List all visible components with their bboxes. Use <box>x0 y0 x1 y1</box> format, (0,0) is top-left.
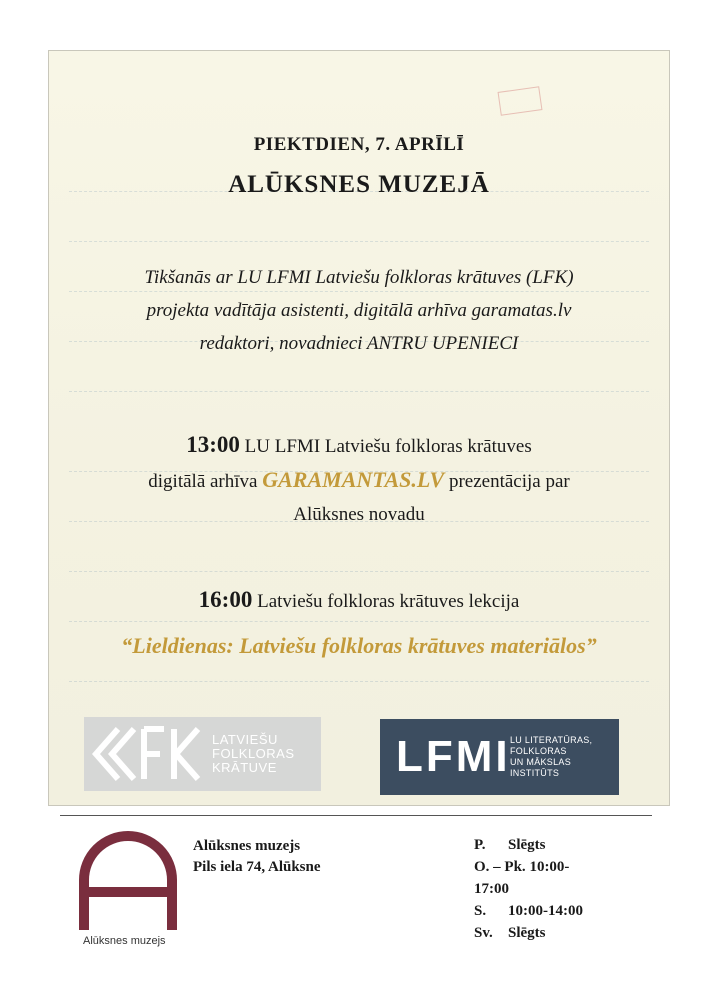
lfk-logo-line: KRĀTUVE <box>212 760 277 775</box>
museum-logo-icon <box>76 830 180 930</box>
talk-1-line1: LU LFMI Latviešu folkloras krātuves <box>239 436 532 457</box>
hours-day: O. – Pk. <box>474 859 526 875</box>
hours-day: Sv. <box>474 925 493 941</box>
manuscript-line <box>69 241 649 242</box>
museum-caption: Alūksnes muzejs <box>83 935 166 947</box>
footer-divider <box>60 815 652 816</box>
manuscript-line <box>69 391 649 392</box>
intro-line: Tikšanās ar LU LFMI Latviešu folkloras krātuves (LFK) <box>144 267 574 288</box>
hours-row <box>474 900 583 922</box>
hours-row <box>474 856 583 900</box>
talk-1 <box>49 428 669 531</box>
museum-address <box>193 836 321 878</box>
hours-row <box>474 834 583 856</box>
lfk-chevron-icon <box>84 717 204 791</box>
hours-row <box>474 922 583 944</box>
lfmi-logo-line: FOLKLORAS <box>510 746 567 756</box>
manuscript-line <box>69 571 649 572</box>
garamantas-link: GARAMANTAS.LV <box>262 467 445 492</box>
talk-1-line3: Alūksnes novadu <box>293 504 425 525</box>
talk-1-time: 13:00 <box>186 432 240 457</box>
lfk-logo-line: FOLKLORAS <box>212 746 295 761</box>
hours-day: P. <box>474 837 486 853</box>
talk-1-line2-post: prezentācija par <box>444 471 570 492</box>
talk-2-text: Latviešu folkloras krātuves lekcija <box>252 591 520 612</box>
lfmi-logo-line: UN MĀKSLAS <box>510 757 572 767</box>
hours-day: S. <box>474 903 487 919</box>
talk-1-line2-pre: digitālā arhīva <box>148 471 263 492</box>
intro-line: projekta vadītāja asistenti, digitālā arhīva garamatas.lv <box>146 300 572 321</box>
lfk-logo-text <box>212 733 295 775</box>
lfk-logo-line: LATVIEŠU <box>212 732 278 747</box>
event-poster <box>48 50 670 806</box>
lfmi-logo-line: INSTITŪTS <box>510 768 560 778</box>
hours-time: Slēgts <box>508 837 546 853</box>
lfmi-logo-line: LU LITERATŪRAS, <box>510 735 593 745</box>
lecture-title: “Lieldienas: Latviešu folkloras krātuves materiālos” <box>121 633 597 658</box>
hours-time: Slēgts <box>508 925 546 941</box>
address-line: Alūksnes muzejs <box>193 838 301 854</box>
talk-2-time: 16:00 <box>198 587 253 612</box>
lfmi-logo-text <box>510 735 592 779</box>
intro-line: redaktori, novadnieci ANTRU UPENIECI <box>199 333 519 354</box>
manuscript-line <box>69 621 649 622</box>
lfk-logo <box>84 717 321 791</box>
archive-stamp <box>498 86 543 116</box>
hours-time: 10:00-14:00 <box>508 903 583 919</box>
talk-2 <box>49 587 669 613</box>
event-date: PIEKTDIEN, 7. APRĪLĪ <box>253 134 465 155</box>
hours-time: 10:00-17:00 <box>474 859 570 897</box>
event-intro <box>49 261 669 360</box>
opening-hours <box>474 834 583 944</box>
lfmi-logo-mark: LFMI <box>396 732 511 781</box>
lfmi-logo <box>380 719 619 795</box>
event-venue: ALŪKSNES MUZEJĀ <box>228 171 490 198</box>
address-line: Pils iela 74, Alūksne <box>193 859 321 875</box>
manuscript-line <box>69 681 649 682</box>
